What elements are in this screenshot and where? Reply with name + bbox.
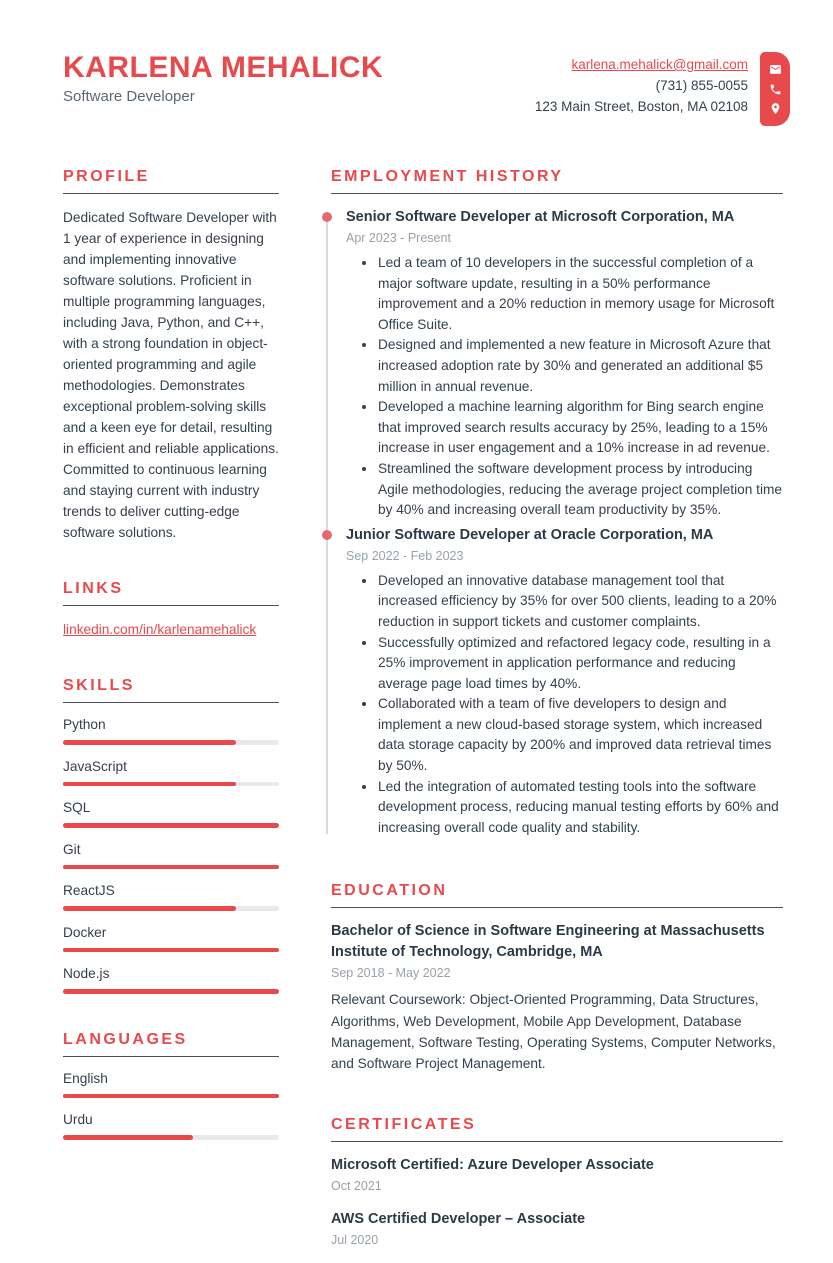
skill-item bbox=[63, 965, 279, 994]
profile-section bbox=[63, 168, 279, 543]
certificate-entry bbox=[331, 1209, 783, 1250]
linkedin-link[interactable]: linkedin.com/in/karlenamehalick bbox=[63, 622, 257, 637]
skill-bar bbox=[63, 823, 279, 828]
skill-item bbox=[63, 882, 279, 911]
job-dates: Sep 2022 - Feb 2023 bbox=[346, 548, 464, 563]
language-name: Urdu bbox=[63, 1112, 93, 1127]
bullet-item: • Led a team of 10 developers in the successful completion of a major software update, resulting in a 50% performance improvement and a 20% reduction in memory usage for Microsoft Office Suite. bbox=[377, 253, 783, 335]
job-bullets bbox=[346, 253, 783, 521]
language-bar bbox=[63, 1094, 279, 1099]
skill-item bbox=[63, 716, 279, 745]
timeline-dot-icon bbox=[322, 530, 332, 540]
bullet-item: • Led the integration of automated testing tools into the software development process, reducing manual testing efforts by 60% and increasing overall code quality and stability. bbox=[377, 777, 783, 839]
contact-icon-strip bbox=[760, 52, 790, 126]
degree-title: Bachelor of Science in Software Engineering at Massachusetts Institute of Technology, Cambridge, MA bbox=[331, 923, 765, 961]
profile-text: Dedicated Software Developer with 1 year of experience in designing and implementing innovative software solutions. Proficient in multiple programming languages, including Java, Python, and C++, with a strong foundation in object-oriented programming and agile methodologies. Demonstrates exceptional problem-solving skills and a keen eye for detail, resulting in efficient and reliable applications. Committed to continuous learning and staying current with industry trends to deliver cutting-edge software solutions. bbox=[63, 210, 279, 540]
skill-name: JavaScript bbox=[63, 758, 127, 774]
education-entry bbox=[331, 921, 783, 1074]
bullet-item: • Developed a machine learning algorithm for Bing search engine that improved search results accuracy by 25%, leading to a 15% increase in user engagement and a 10% increase in ad revenue. bbox=[377, 397, 783, 459]
skill-name: SQL bbox=[63, 800, 91, 815]
skills-section bbox=[63, 677, 279, 994]
bullet-item: • Collaborated with a team of five developers to design and implement a new cloud-based storage system, which increased data storage capacity by 200% and improved data retrieval times by 50%. bbox=[377, 694, 783, 776]
email-link[interactable]: karlena.mehalick@gmail.com bbox=[571, 57, 748, 72]
education-dates: Sep 2018 - May 2022 bbox=[331, 966, 451, 981]
education-section bbox=[331, 882, 783, 1074]
skill-bar bbox=[63, 906, 279, 911]
languages-heading: LANGUAGES bbox=[63, 1031, 279, 1057]
skill-name: Node.js bbox=[63, 966, 110, 981]
page-title: KARLENA MEHALICK bbox=[63, 51, 384, 84]
job-title: Senior Software Developer at Microsoft Corporation, MA bbox=[346, 209, 735, 225]
skill-item bbox=[63, 841, 279, 870]
contact-block bbox=[535, 52, 790, 126]
skill-item bbox=[63, 799, 279, 828]
skill-bar bbox=[63, 948, 279, 953]
location-icon bbox=[769, 102, 782, 115]
certificates-section bbox=[331, 1116, 783, 1250]
links-section bbox=[63, 580, 279, 640]
language-item bbox=[63, 1111, 279, 1140]
job-bullets bbox=[346, 571, 783, 839]
bullet-item: • Developed an innovative database management tool that increased efficiency by 35% for over 500 clients, leading to a 20% reduction in support tickets and customer complaints. bbox=[377, 571, 783, 633]
certificate-dates: Oct 2021 bbox=[331, 1179, 382, 1194]
skill-name: ReactJS bbox=[63, 883, 115, 898]
skill-name: Git bbox=[63, 841, 81, 857]
languages-section bbox=[63, 1031, 279, 1140]
coursework-text: Relevant Coursework: Object-Oriented Programming, Data Structures, Algorithms, Web Development, Mobile App Development, Database Management, Software Testing, Operating Systems, Computer Networks, and Software Project Management. bbox=[331, 992, 776, 1072]
bullet-item: • Designed and implemented a new feature in Microsoft Azure that increased adoption rate by 30% and generated an additional $5 million in annual revenue. bbox=[377, 335, 783, 397]
certificate-dates: Jul 2020 bbox=[331, 1233, 379, 1248]
header bbox=[0, 0, 833, 126]
links-heading: LINKS bbox=[63, 580, 279, 606]
job-dates: Apr 2023 - Present bbox=[346, 231, 451, 245]
envelope-icon bbox=[769, 63, 782, 76]
certificates-heading: CERTIFICATES bbox=[331, 1116, 783, 1142]
language-item bbox=[63, 1070, 279, 1099]
timeline-dot-icon bbox=[322, 212, 332, 222]
skill-name: Docker bbox=[63, 924, 107, 940]
language-name: English bbox=[63, 1070, 108, 1086]
job-entry bbox=[331, 207, 783, 521]
right-column bbox=[331, 168, 783, 1263]
phone-icon bbox=[769, 83, 782, 96]
skill-bar bbox=[63, 989, 279, 994]
identity-block bbox=[63, 52, 383, 105]
education-heading: EDUCATION bbox=[331, 882, 783, 908]
content-columns bbox=[0, 168, 833, 1263]
certificate-entry bbox=[331, 1155, 783, 1196]
bullet-item: • Successfully optimized and refactored legacy code, resulting in a 25% improvement in application performance and reducing average page load times by 40%. bbox=[377, 633, 783, 695]
employment-section bbox=[331, 168, 783, 838]
skill-item bbox=[63, 758, 279, 787]
skill-bar bbox=[63, 740, 279, 745]
language-bar bbox=[63, 1135, 279, 1140]
left-column bbox=[63, 168, 279, 1263]
skill-bar bbox=[63, 865, 279, 870]
bullet-item: • Streamlined the software development process by introducing Agile methodologies, reducing the average project completion time by 40% and increasing overall team productivity by 35%. bbox=[377, 459, 783, 521]
skill-bar bbox=[63, 782, 279, 787]
certificate-title: Microsoft Certified: Azure Developer Associate bbox=[331, 1157, 654, 1174]
job-title: Junior Software Developer at Oracle Corporation, MA bbox=[346, 526, 714, 543]
skill-name: Python bbox=[63, 717, 106, 732]
address-text: 123 Main Street, Boston, MA 02108 bbox=[534, 99, 748, 114]
employment-timeline bbox=[331, 207, 783, 838]
skills-heading: SKILLS bbox=[63, 677, 279, 703]
job-role-subtitle: Software Developer bbox=[63, 88, 195, 105]
certificate-title: AWS Certified Developer – Associate bbox=[331, 1211, 586, 1228]
phone-number: (731) 855-0055 bbox=[655, 78, 748, 93]
employment-heading: EMPLOYMENT HISTORY bbox=[331, 168, 783, 194]
job-entry bbox=[331, 525, 783, 839]
profile-heading: PROFILE bbox=[63, 168, 279, 194]
skill-item bbox=[63, 924, 279, 953]
